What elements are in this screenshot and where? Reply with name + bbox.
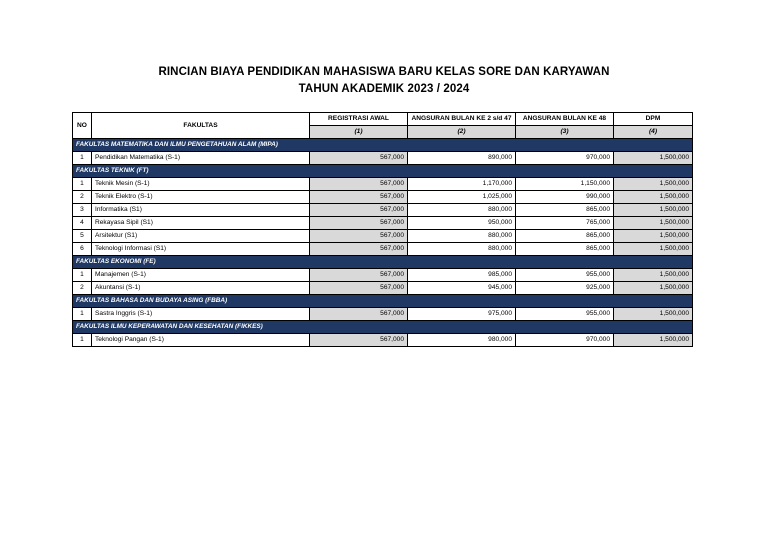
table-row [73, 308, 693, 321]
row-number: 5 [73, 230, 92, 243]
angsuran-48-value: 955,000 [516, 308, 614, 321]
table-row [73, 243, 693, 256]
header-dpm: DPM [614, 113, 693, 126]
header-sub-3: (3) [516, 126, 614, 139]
dpm-value: 1,500,000 [614, 152, 693, 165]
angsuran-2-47-value: 985,000 [408, 269, 516, 282]
header-sub-4: (4) [614, 126, 693, 139]
angsuran-2-47-value: 1,025,000 [408, 191, 516, 204]
dpm-value: 1,500,000 [614, 178, 693, 191]
dpm-value: 1,500,000 [614, 334, 693, 347]
header-fakultas: FAKULTAS [92, 113, 310, 139]
header-row [73, 113, 693, 126]
angsuran-2-47-value: 945,000 [408, 282, 516, 295]
header-no: NO [73, 113, 92, 139]
header-registrasi: REGISTRASI AWAL [310, 113, 408, 126]
angsuran-48-value: 865,000 [516, 204, 614, 217]
header-sub-2: (2) [408, 126, 516, 139]
dpm-value: 1,500,000 [614, 217, 693, 230]
program-name: Teknik Elektro (S-1) [92, 191, 310, 204]
row-number: 1 [73, 308, 92, 321]
angsuran-48-value: 1,150,000 [516, 178, 614, 191]
table-row [73, 282, 693, 295]
program-name: Teknologi Pangan (S-1) [92, 334, 310, 347]
faculty-section-row [73, 321, 693, 334]
document-title: RINCIAN BIAYA PENDIDIKAN MAHASISWA BARU KELAS SORE DAN KARYAWAN [158, 66, 610, 78]
faculty-name: FAKULTAS TEKNIK (FT) [73, 165, 693, 178]
faculty-section-row [73, 256, 693, 269]
row-number: 6 [73, 243, 92, 256]
document-subtitle: TAHUN AKADEMIK 2023 / 2024 [298, 83, 470, 95]
table-row [73, 152, 693, 165]
angsuran-2-47-value: 880,000 [408, 204, 516, 217]
program-name: Pendidikan Matematika (S-1) [92, 152, 310, 165]
table-row [73, 178, 693, 191]
row-number: 2 [73, 282, 92, 295]
faculty-section-row [73, 165, 693, 178]
registrasi-awal-value: 567,000 [310, 230, 408, 243]
angsuran-48-value: 970,000 [516, 152, 614, 165]
dpm-value: 1,500,000 [614, 282, 693, 295]
header-sub-1: (1) [310, 126, 408, 139]
table-row [73, 334, 693, 347]
program-name: Teknik Mesin (S-1) [92, 178, 310, 191]
table-row [73, 269, 693, 282]
table-row [73, 191, 693, 204]
angsuran-48-value: 970,000 [516, 334, 614, 347]
registrasi-awal-value: 567,000 [310, 308, 408, 321]
row-number: 3 [73, 204, 92, 217]
faculty-name: FAKULTAS MATEMATIKA DAN ILMU PENGETAHUAN ALAM (MIPA) [73, 139, 693, 152]
row-number: 2 [73, 191, 92, 204]
program-name: Akuntansi (S-1) [92, 282, 310, 295]
program-name: Rekayasa Sipil (S1) [92, 217, 310, 230]
row-number: 1 [73, 152, 92, 165]
table-row [73, 230, 693, 243]
angsuran-2-47-value: 980,000 [408, 334, 516, 347]
registrasi-awal-value: 567,000 [310, 191, 408, 204]
angsuran-48-value: 865,000 [516, 243, 614, 256]
registrasi-awal-value: 567,000 [310, 178, 408, 191]
registrasi-awal-value: 567,000 [310, 334, 408, 347]
angsuran-2-47-value: 880,000 [408, 230, 516, 243]
registrasi-awal-value: 567,000 [310, 269, 408, 282]
program-name: Sastra Inggris (S-1) [92, 308, 310, 321]
registrasi-awal-value: 567,000 [310, 152, 408, 165]
angsuran-48-value: 925,000 [516, 282, 614, 295]
angsuran-2-47-value: 880,000 [408, 243, 516, 256]
program-name: Informatika (S1) [92, 204, 310, 217]
angsuran-48-value: 955,000 [516, 269, 614, 282]
angsuran-2-47-value: 890,000 [408, 152, 516, 165]
angsuran-48-value: 990,000 [516, 191, 614, 204]
registrasi-awal-value: 567,000 [310, 282, 408, 295]
angsuran-2-47-value: 950,000 [408, 217, 516, 230]
header-angsuran-2-47: ANGSURAN BULAN KE 2 s/d 47 [408, 113, 516, 126]
dpm-value: 1,500,000 [614, 191, 693, 204]
dpm-value: 1,500,000 [614, 204, 693, 217]
registrasi-awal-value: 567,000 [310, 243, 408, 256]
program-name: Arsitektur (S1) [92, 230, 310, 243]
table-row [73, 204, 693, 217]
header-angsuran-48: ANGSURAN BULAN KE 48 [516, 113, 614, 126]
program-name: Teknologi Informasi (S1) [92, 243, 310, 256]
row-number: 4 [73, 217, 92, 230]
registrasi-awal-value: 567,000 [310, 204, 408, 217]
row-number: 1 [73, 178, 92, 191]
faculty-section-row [73, 139, 693, 152]
dpm-value: 1,500,000 [614, 308, 693, 321]
faculty-name: FAKULTAS BAHASA DAN BUDAYA ASING (FBBA) [73, 295, 693, 308]
angsuran-48-value: 865,000 [516, 230, 614, 243]
dpm-value: 1,500,000 [614, 230, 693, 243]
angsuran-48-value: 765,000 [516, 217, 614, 230]
table-row [73, 217, 693, 230]
faculty-name: FAKULTAS ILMU KEPERAWATAN DAN KESEHATAN (FIKKES) [73, 321, 693, 334]
faculty-section-row [73, 295, 693, 308]
dpm-value: 1,500,000 [614, 243, 693, 256]
angsuran-2-47-value: 975,000 [408, 308, 516, 321]
angsuran-2-47-value: 1,170,000 [408, 178, 516, 191]
fee-table [72, 112, 693, 347]
row-number: 1 [73, 334, 92, 347]
row-number: 1 [73, 269, 92, 282]
faculty-name: FAKULTAS EKONOMI (FE) [73, 256, 693, 269]
registrasi-awal-value: 567,000 [310, 217, 408, 230]
table-body [73, 139, 693, 347]
dpm-value: 1,500,000 [614, 269, 693, 282]
program-name: Manajemen (S-1) [92, 269, 310, 282]
